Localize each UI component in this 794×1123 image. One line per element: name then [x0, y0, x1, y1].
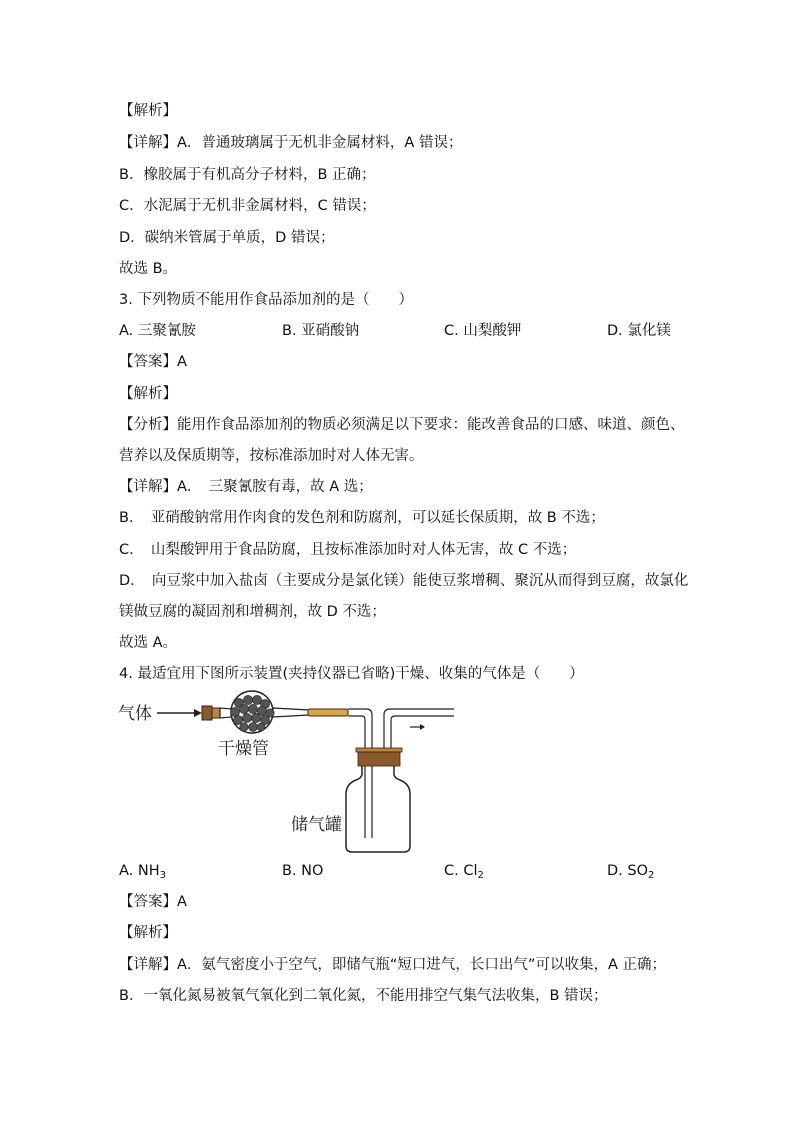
- q3-answer: 【答案】A: [119, 354, 187, 370]
- q3-option-d-explain-line1: D． 向豆浆中加入盐卤（主要成分是氯化镁）能使豆浆增稠、聚沉从而得到豆腐，故氯化: [119, 573, 689, 589]
- q4-option-c: [444, 861, 484, 886]
- q4-detail-a: 【详解】A．氨气密度小于空气，即储气瓶“短口进气，长口出气”可以收集，A 正确；: [119, 957, 666, 973]
- rubber-connector: [308, 709, 348, 716]
- q3-option-b: B. 亚硝酸钠: [282, 323, 360, 339]
- q3-option-a: A. 三聚氰胺: [119, 323, 196, 339]
- q4-option-a: [119, 861, 166, 886]
- q4-option-a-subscript: 3: [159, 870, 167, 881]
- q2-analysis-header: 【解析】: [119, 103, 177, 119]
- q2-option-c-explain: C．水泥属于无机非金属材料，C 错误；: [119, 198, 376, 214]
- q4-answer: 【答案】A: [119, 894, 187, 910]
- q3-option-d-explain-line2: 镁做豆腐的凝固剂和增稠剂，故 D 不选；: [119, 604, 386, 620]
- q2-detail-a: 【详解】A．普通玻璃属于无机非金属材料，A 错误；: [119, 135, 463, 151]
- q4-option-a-text: A. NH: [119, 863, 160, 879]
- gas-storage-bottle: [346, 766, 410, 852]
- q2-option-d-explain: D．碳纳米管属于单质，D 错误；: [119, 230, 335, 246]
- q4-option-d: [607, 861, 654, 886]
- q4-option-b-explain: B．一氧化氮易被氧气氧化到二氧化氮，不能用排空气集气法收集，B 错误；: [119, 988, 608, 1004]
- q4-option-d-text: D. SO: [607, 863, 649, 879]
- q3-stem: 3. 下列物质不能用作食品添加剂的是（ ）: [119, 292, 413, 308]
- q3-analysis-line1: 【分析】能用作食品添加剂的物质必须满足以下要求：能改善食品的口感、味道、颜色、: [119, 417, 685, 433]
- q4-option-c-subscript: 2: [477, 870, 484, 881]
- bottle-label: 储气罐: [291, 815, 342, 835]
- q2-option-b-explain: B．橡胶属于有机高分子材料，B 正确；: [119, 167, 376, 183]
- gas-inlet-arrow: [157, 709, 202, 717]
- outlet-arrow: [410, 724, 425, 730]
- q3-detail-a: 【详解】A． 三聚氰胺有毒，故 A 选；: [119, 479, 373, 495]
- apparatus-diagram: [114, 690, 464, 858]
- q3-option-c: C. 山梨酸钾: [444, 323, 522, 339]
- q3-analysis-line2: 营养以及保质期等，按标准添加时对人体无害。: [119, 448, 424, 464]
- q2-conclusion: 故选 B。: [119, 261, 178, 277]
- q4-option-b: [282, 861, 323, 886]
- q4-option-d-subscript: 2: [648, 870, 655, 881]
- q3-analysis-header: 【解析】: [119, 386, 177, 402]
- inlet-glass-tube: [348, 709, 372, 838]
- q3-option-b-explain: B． 亚硝酸钠常用作肉食的发色剂和防腐剂，可以延长保质期，故 B 不选；: [119, 510, 605, 526]
- q3-option-c-explain: C． 山梨酸钾用于食品防腐，且按标准添加时对人体无害，故 C 不选；: [119, 542, 577, 558]
- q4-stem: 4. 最适宜用下图所示装置(夹持仪器已省略)干燥、收集的气体是（ ）: [119, 666, 584, 682]
- inlet-stopper: [202, 706, 220, 720]
- bottle-stopper: [356, 748, 402, 766]
- q3-conclusion: 故选 A。: [119, 635, 178, 651]
- gas-label: 气体: [118, 704, 152, 724]
- drying-tube-label: 干燥管: [218, 739, 269, 759]
- q4-option-c-text: C. Cl: [444, 863, 478, 879]
- q4-option-b-text: B. NO: [282, 863, 324, 879]
- q4-analysis-header: 【解析】: [119, 925, 177, 941]
- q3-option-d: D. 氯化镁: [607, 323, 671, 339]
